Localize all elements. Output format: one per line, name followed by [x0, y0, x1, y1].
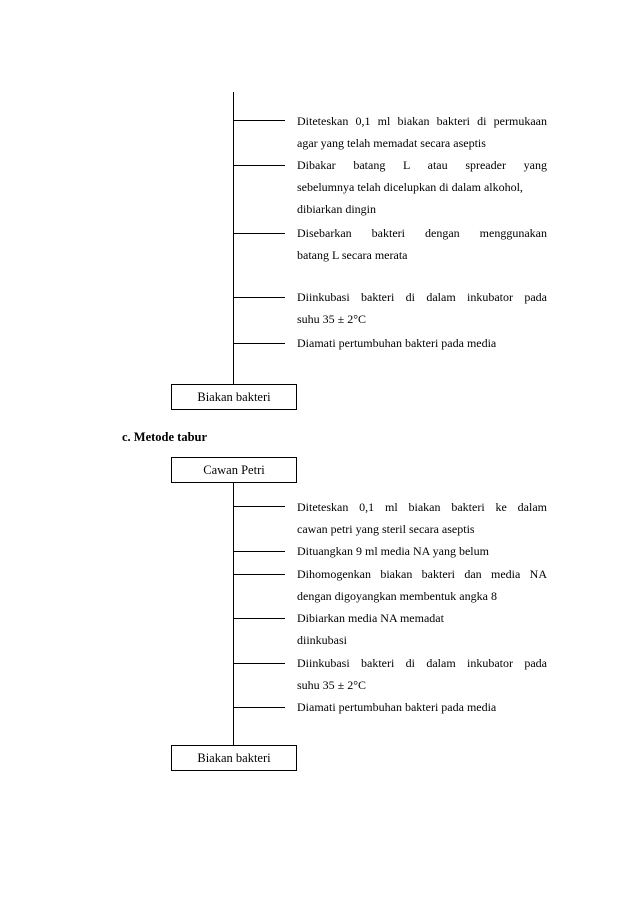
result-box: Biakan bakteri	[171, 745, 297, 771]
flow-step	[297, 496, 547, 540]
step-text-line: Diamati pertumbuhan bakteri pada media	[297, 336, 497, 350]
step-text-line: suhu 35 ± 2°C	[297, 678, 367, 692]
step-text-line: Disebarkan bakteri dengan menggunakan	[297, 226, 547, 240]
step-text-line: batang L secara merata	[297, 248, 408, 262]
flow-step	[297, 652, 547, 696]
flow-connector-branch	[233, 120, 285, 121]
step-text-line: agar yang telah memadat secara aseptis	[297, 136, 486, 150]
flow-step	[297, 222, 547, 266]
flow-step	[297, 563, 547, 607]
flow-connector-branch	[233, 707, 285, 708]
flow-connector-branch	[233, 297, 285, 298]
step-text-line: Diteteskan 0,1 ml biakan bakteri di permukaan	[297, 114, 547, 128]
flow-connector-vertical	[233, 483, 234, 745]
flow-connector-branch	[233, 574, 285, 575]
flow-step	[297, 154, 547, 220]
step-text-line: cawan petri yang steril secara aseptis	[297, 522, 475, 536]
flow-connector-branch	[233, 506, 285, 507]
step-text-line: Diinkubasi bakteri di dalam inkubator pada	[297, 290, 547, 304]
step-text-line: Diamati pertumbuhan bakteri pada media	[297, 700, 497, 714]
flow-connector-branch	[233, 618, 285, 619]
step-text-line: diinkubasi	[297, 633, 347, 647]
flow-step	[297, 332, 547, 354]
step-text-line: dengan digoyangkan membentuk angka 8	[297, 589, 497, 603]
flow-connector-branch	[233, 551, 285, 552]
flow-step	[297, 286, 547, 330]
flow-connector-branch	[233, 343, 285, 344]
step-text-line: Diinkubasi bakteri di dalam inkubator pada	[297, 656, 547, 670]
step-text-line: Dibakar batang L atau spreader yang	[297, 158, 547, 172]
flow-connector-branch	[233, 165, 285, 166]
start-box: Cawan Petri	[171, 457, 297, 483]
step-text-line: Dibiarkan media NA memadat	[297, 611, 444, 625]
flow-connector-branch	[233, 233, 285, 234]
flow-step	[297, 110, 547, 154]
flow-connector-vertical	[233, 92, 234, 384]
flow-connector-branch	[233, 663, 285, 664]
step-text-line: dibiarkan dingin	[297, 202, 376, 216]
step-text-line: Dihomogenkan biakan bakteri dan media NA	[297, 567, 547, 581]
step-text-line: Dituangkan 9 ml media NA yang belum	[297, 544, 489, 558]
flow-step	[297, 607, 547, 651]
section-heading: c. Metode tabur	[122, 430, 208, 444]
result-box: Biakan bakteri	[171, 384, 297, 410]
flow-step	[297, 540, 547, 562]
step-text-line: suhu 35 ± 2°C	[297, 312, 367, 326]
step-text-line: Diteteskan 0,1 ml biakan bakteri ke dalam	[297, 500, 547, 514]
step-text-line: sebelumnya telah dicelupkan di dalam alkohol,	[297, 180, 523, 194]
flow-step	[297, 696, 547, 718]
